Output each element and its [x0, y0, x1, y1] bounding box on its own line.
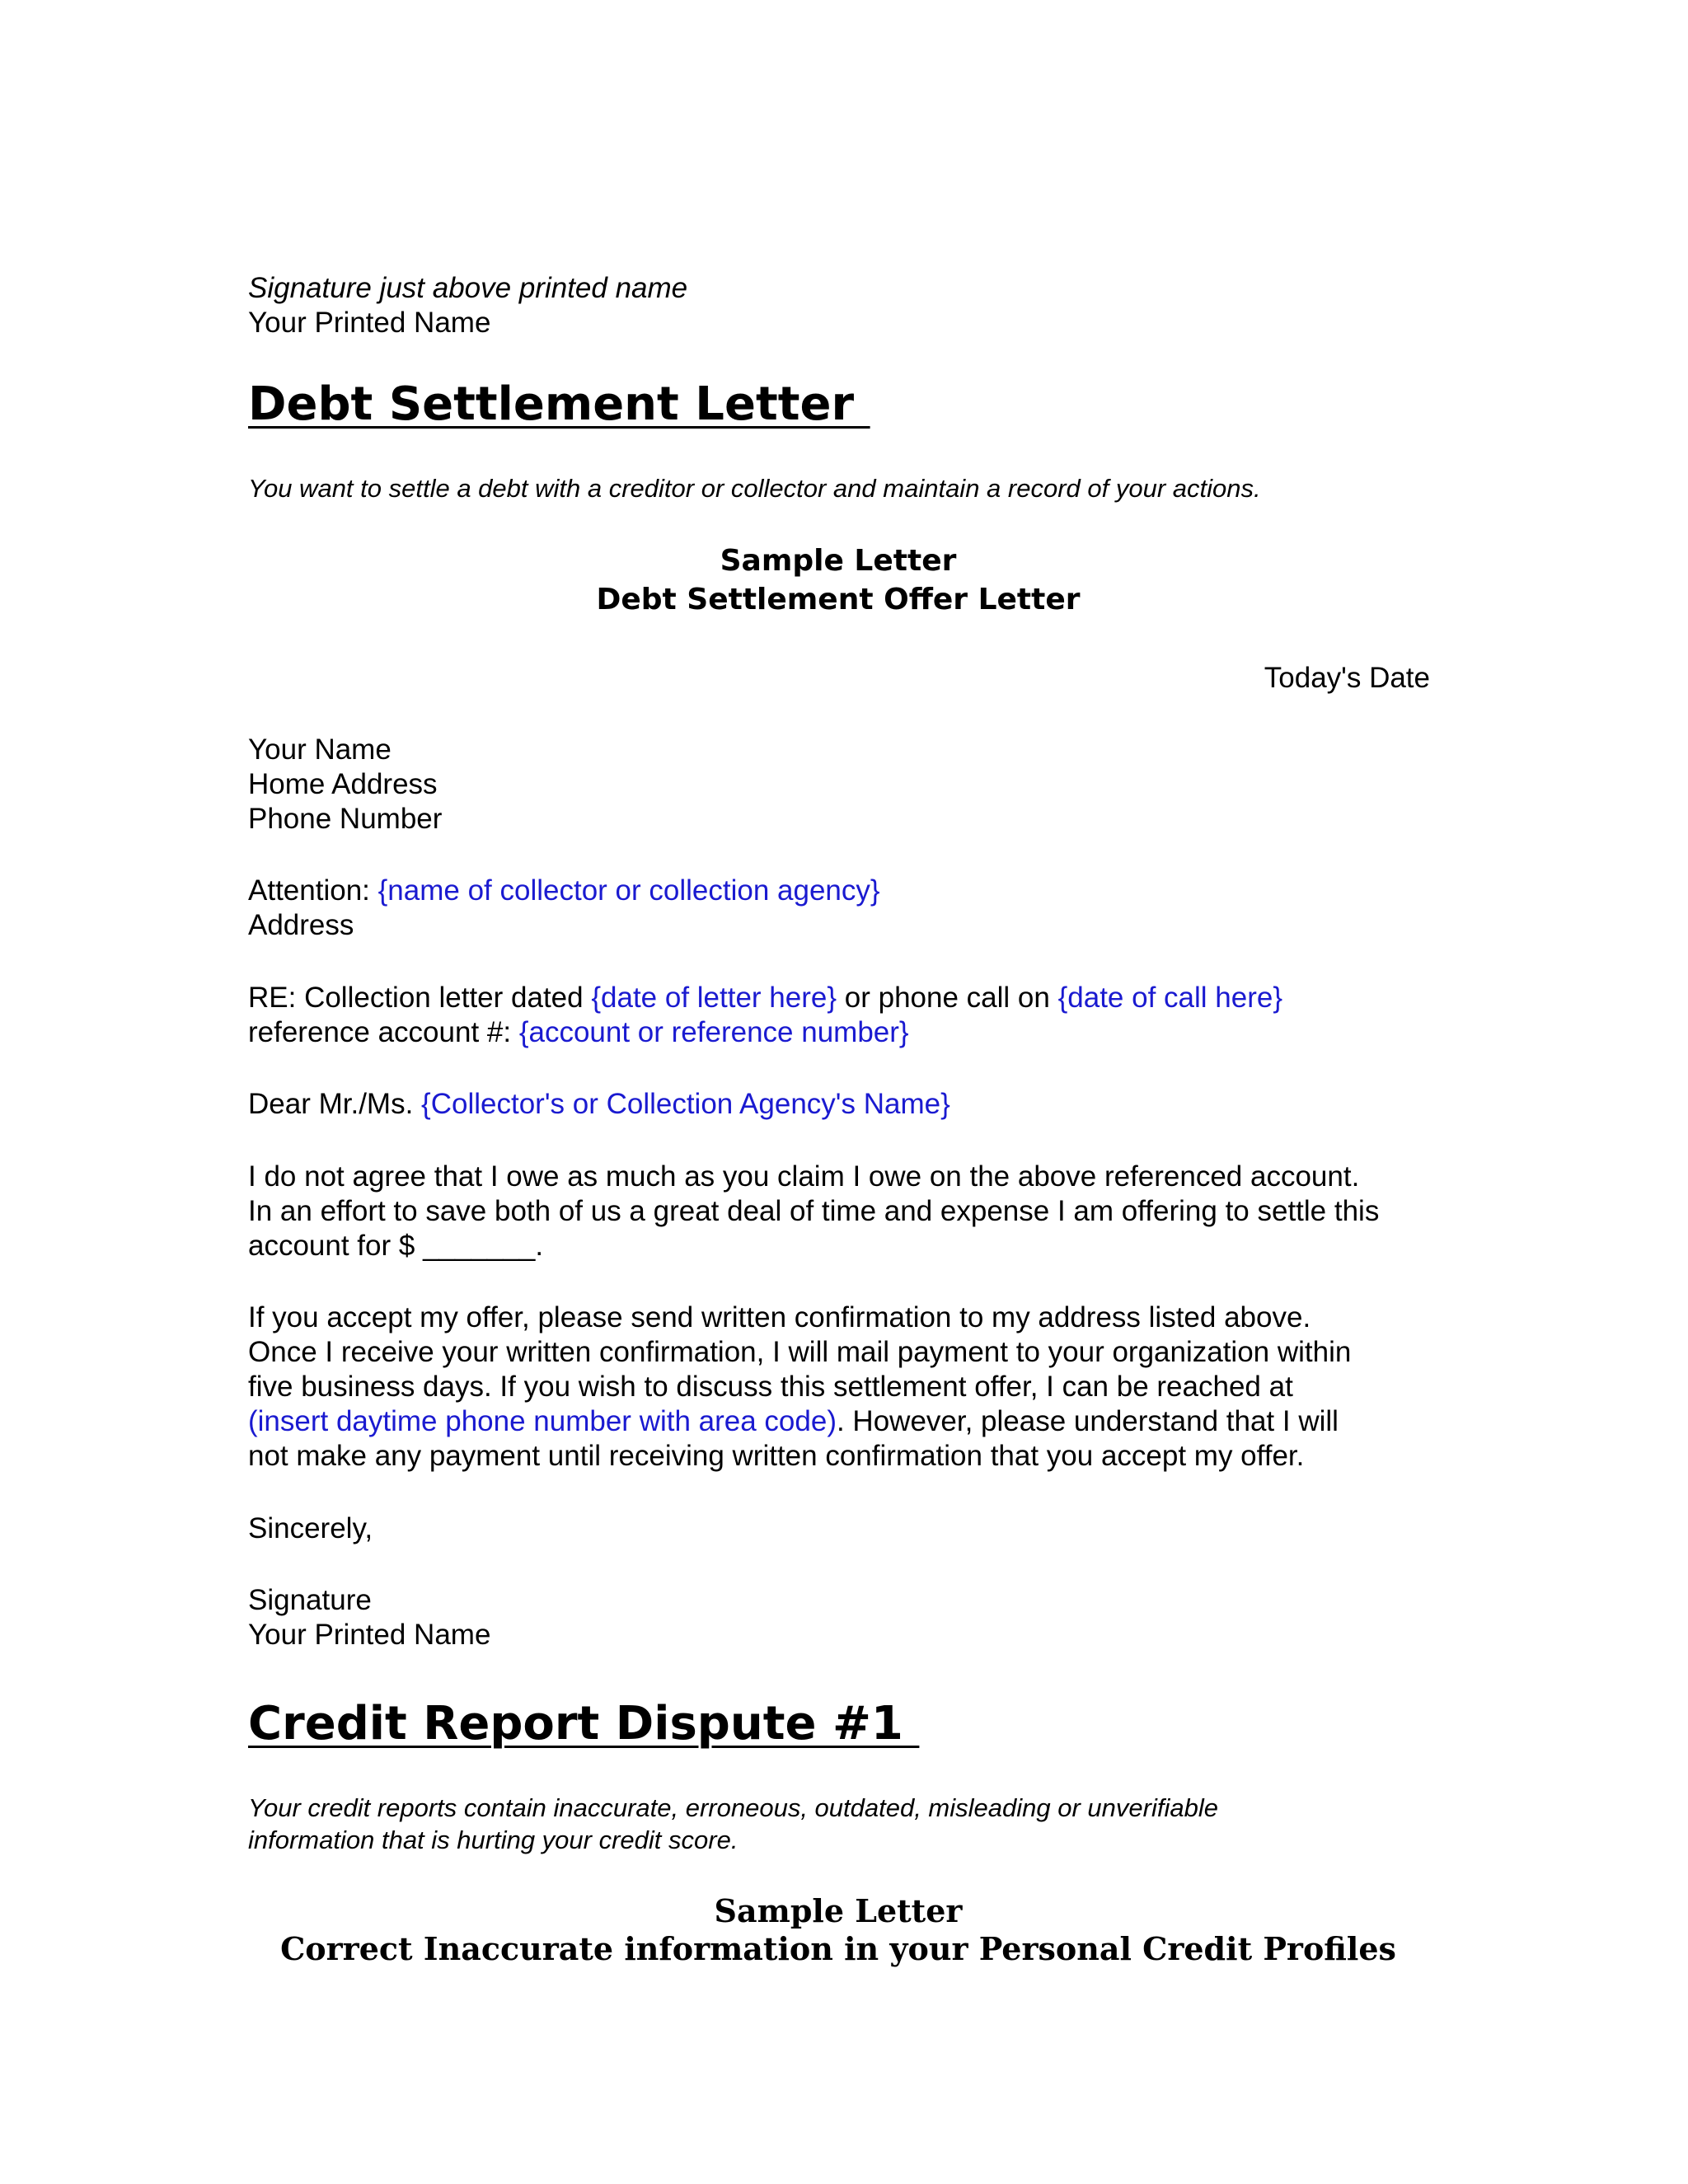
- paragraph2-line4-rest: . However, please understand that I will: [836, 1405, 1339, 1437]
- salutation-prefix: Dear Mr./Ms.: [248, 1088, 422, 1120]
- closing: Sincerely,: [248, 1512, 373, 1544]
- ref-placeholder: {account or reference number}: [518, 1016, 909, 1048]
- dispute-sample-label: Sample Letter: [714, 1892, 963, 1929]
- paragraph1-line2: In an effort to save both of us a great deal of time and expense I am offering to settle this: [248, 1195, 1380, 1227]
- signature-note: Signature just above printed name: [248, 272, 688, 304]
- attention-placeholder: {name of collector or collection agency}: [377, 874, 880, 907]
- debt-settlement-heading: Debt Settlement Letter: [248, 377, 870, 431]
- reference-line: [248, 1015, 909, 1050]
- re-line: [248, 980, 1282, 1015]
- attention-label: Attention:: [248, 874, 378, 907]
- sender-name: Your Name: [248, 733, 392, 766]
- paragraph1-line1: I do not agree that I owe as much as you claim I owe on the above referenced account.: [248, 1160, 1360, 1193]
- sample-letter-title: Debt Settlement Offer Letter: [596, 583, 1081, 616]
- paragraph2-line3: five business days. If you wish to discuss this settlement offer, I can be reached at: [248, 1371, 1293, 1403]
- paragraph2-line5: not make any payment until receiving written confirmation that you accept my offer.: [248, 1440, 1305, 1472]
- credit-dispute-description-line2: information that is hurting your credit score.: [248, 1825, 738, 1854]
- paragraph2-line4: [248, 1404, 1339, 1439]
- re-middle: or phone call on: [837, 982, 1058, 1014]
- phone-placeholder: (insert daytime phone number with area code): [248, 1405, 837, 1437]
- printed-name: Your Printed Name: [248, 1619, 491, 1651]
- salutation-placeholder: {Collector's or Collection Agency's Name}: [421, 1088, 950, 1120]
- attention-line: [248, 873, 880, 908]
- re-date-placeholder: {date of letter here}: [591, 982, 837, 1014]
- paragraph2-line1: If you accept my offer, please send written confirmation to my address listed above.: [248, 1301, 1311, 1333]
- salutation: [248, 1086, 950, 1122]
- paragraph1-line3: account for $ _______.: [248, 1230, 544, 1262]
- credit-dispute-heading: Credit Report Dispute #1: [248, 1697, 920, 1750]
- sender-phone: Phone Number: [248, 803, 443, 835]
- todays-date: Today's Date: [1264, 662, 1430, 694]
- signature: Signature: [248, 1584, 372, 1616]
- sample-letter-label: Sample Letter: [720, 544, 957, 578]
- dispute-sample-title: Correct Inaccurate information in your Personal Credit Profiles: [280, 1930, 1396, 1967]
- debt-settlement-description: You want to settle a debt with a creditor or collector and maintain a record of your actions.: [248, 474, 1261, 503]
- recipient-address: Address: [248, 909, 354, 941]
- paragraph2-line2: Once I receive your written confirmation, I will mail payment to your organization within: [248, 1336, 1352, 1368]
- credit-dispute-description-line1: Your credit reports contain inaccurate, erroneous, outdated, misleading or unverifiable: [248, 1793, 1218, 1822]
- ref-prefix: reference account #:: [248, 1016, 519, 1048]
- re-call-placeholder: {date of call here}: [1057, 982, 1283, 1014]
- re-prefix: RE: Collection letter dated: [248, 982, 592, 1014]
- sender-address: Home Address: [248, 768, 438, 800]
- printed-name-top: Your Printed Name: [248, 307, 491, 339]
